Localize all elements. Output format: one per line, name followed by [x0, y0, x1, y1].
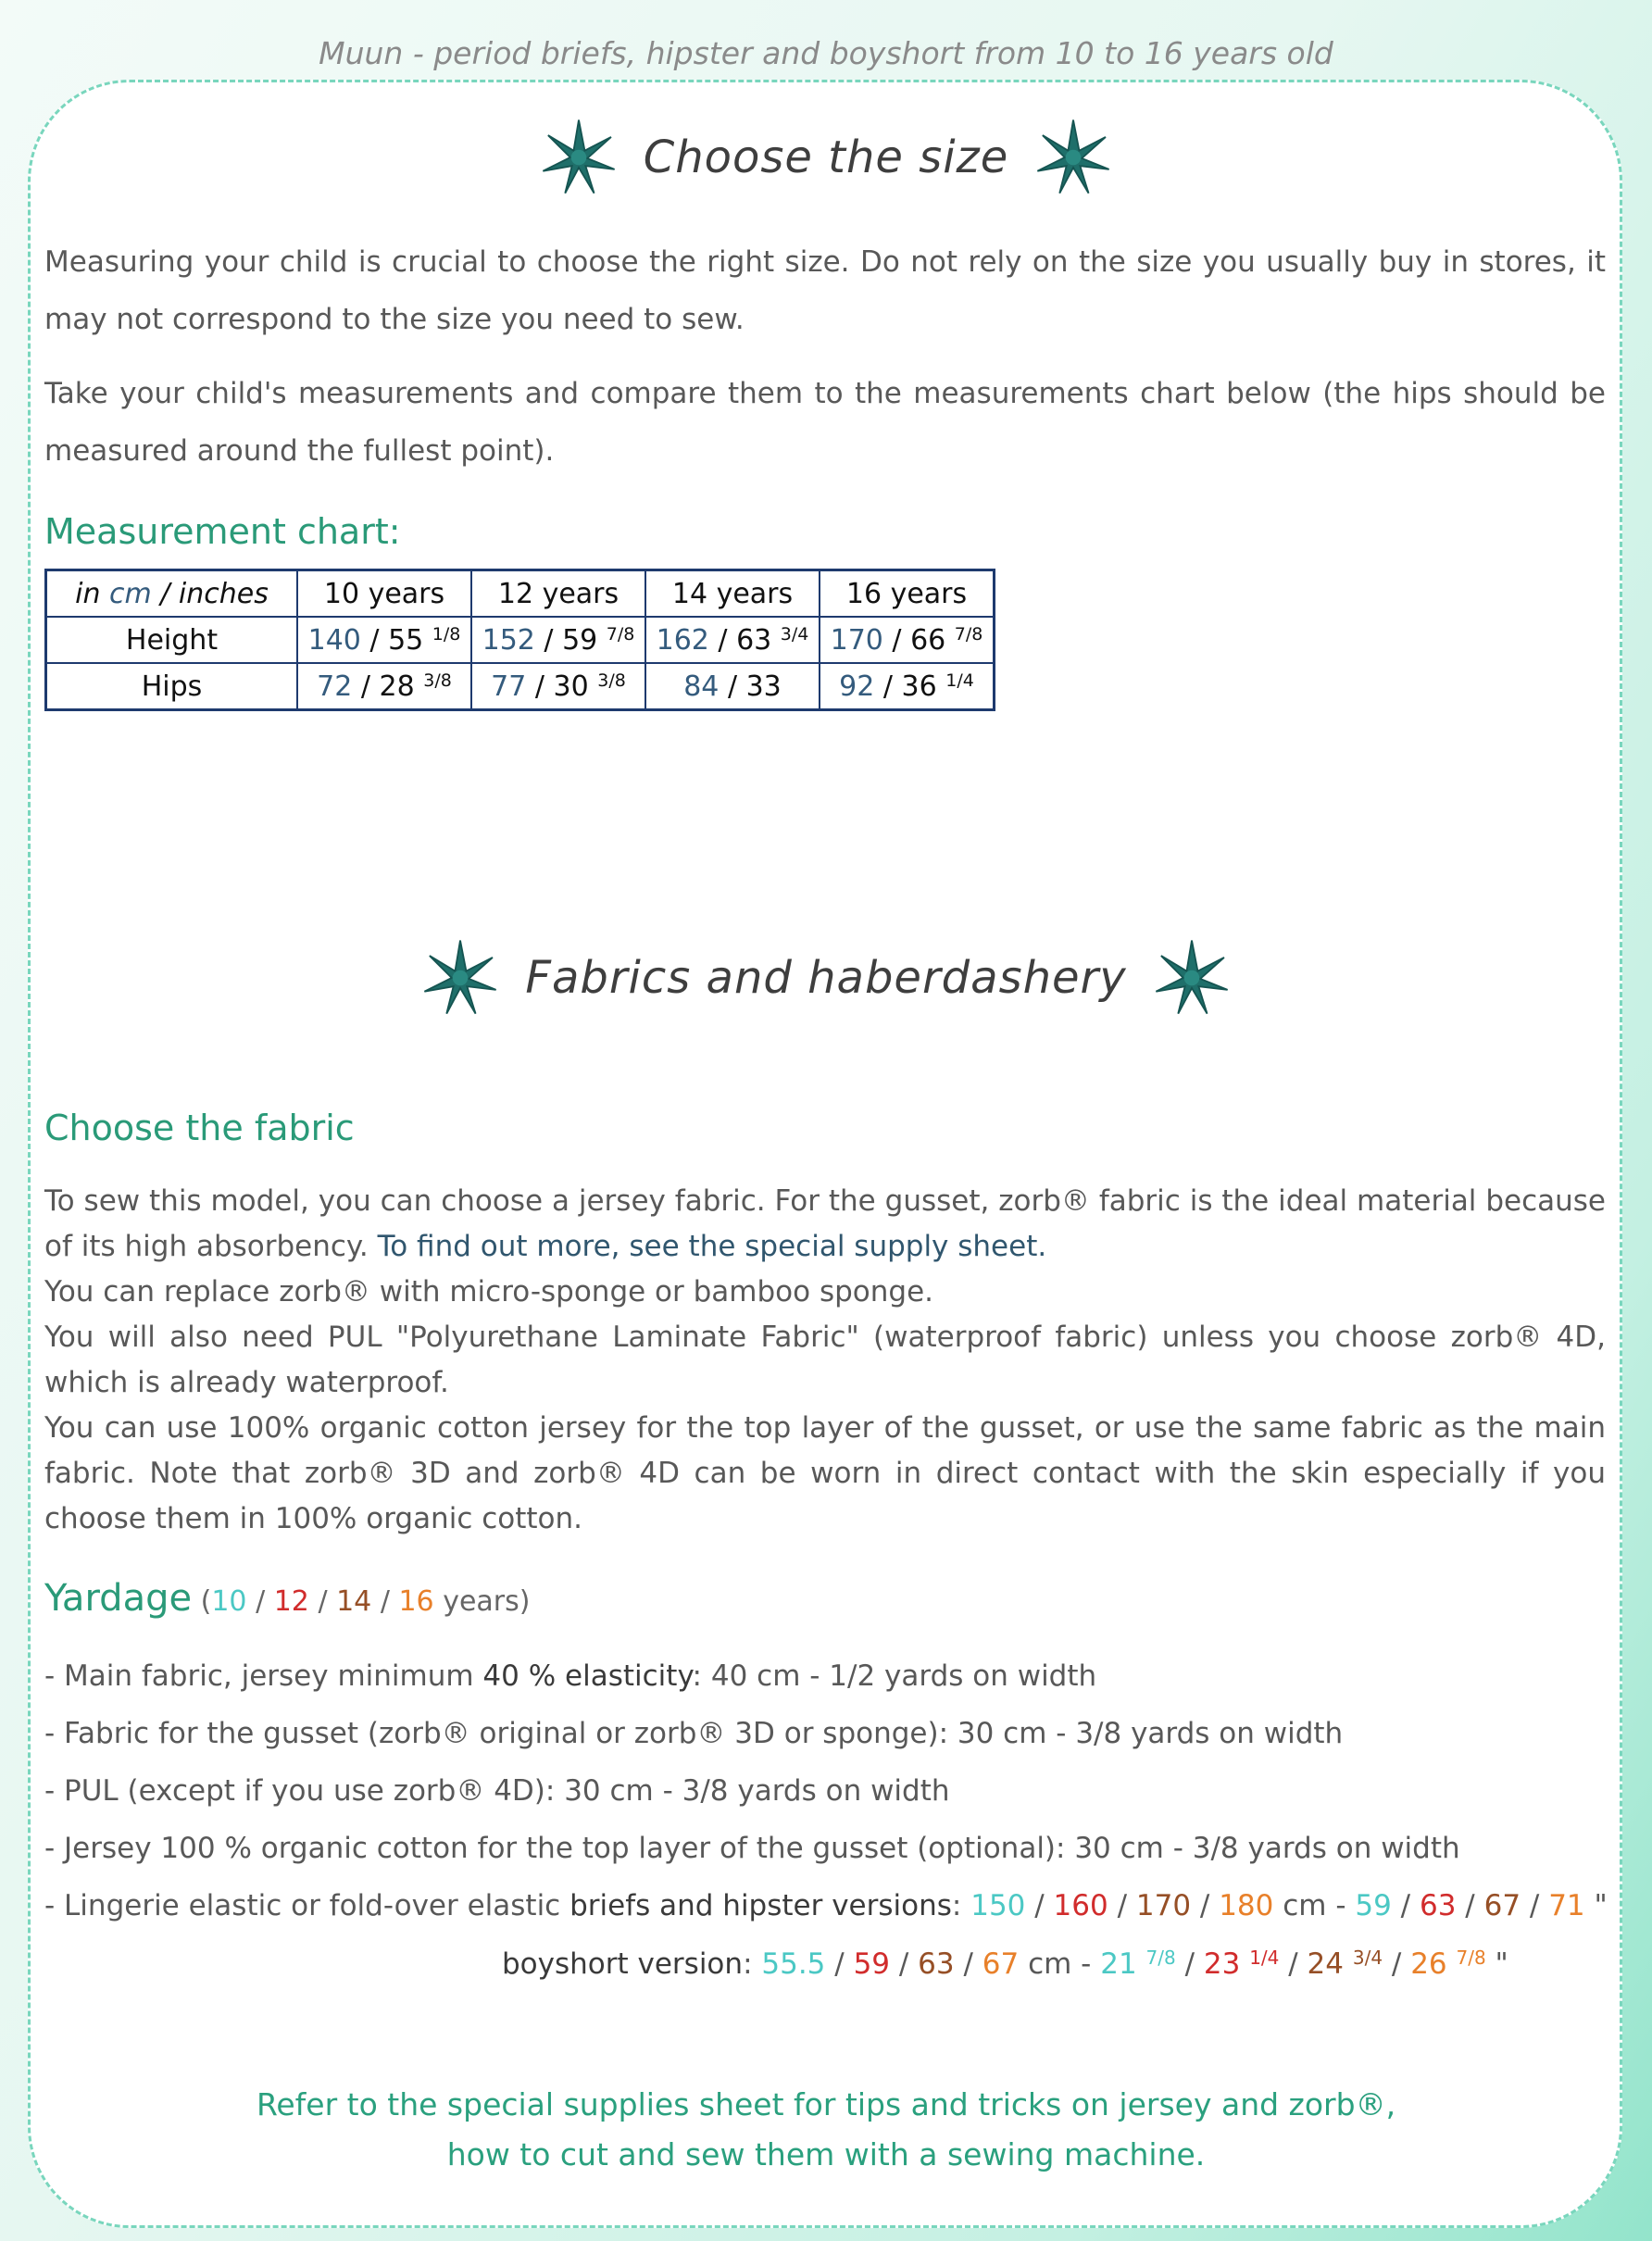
supply-sheet-link[interactable]: To find out more, see the special supply sheet.: [377, 1230, 1047, 1263]
fabric-paragraph-4: You can use 100% organic cotton jersey for the top layer of the gusset, or use the same fabric as the main fabric. Note that zorb® 3D and zorb® 4D can be worn in direct contact with the skin especially if you choose them in 100% organic cotton.: [44, 1411, 1606, 1535]
yardage-line-main: - Main fabric, jersey minimum 40 % elasticity: 40 cm - 1/2 yards on width: [44, 1659, 1097, 1693]
star-burst-icon: [536, 115, 621, 200]
yardage-line-jersey: - Jersey 100 % organic cotton for the top layer of the gusset (optional): 30 cm - 3/8 yards on width: [44, 1832, 1460, 1865]
yardage-line-pul: - PUL (except if you use zorb® 4D): 30 cm - 3/8 yards on width: [44, 1774, 950, 1808]
row-label: Height: [46, 617, 298, 663]
size-paragraph-2: Take your child's measurements and compare them to the measurements chart below (the hips should be measured around the fullest point).: [44, 377, 1606, 468]
footer-note: [0, 2080, 1652, 2180]
table-cell: 72 / 28 $^{3/8}$: [297, 663, 471, 710]
measurement-table: [44, 569, 995, 711]
table-cell: 140 / 55 $^{1/8}$: [297, 617, 471, 663]
page-header-title: Muun - period briefs, hipster and boyshort from 10 to 16 years old: [319, 35, 1333, 71]
table-corner-cell: in cm / inches: [46, 570, 298, 618]
row-label: Hips: [46, 663, 298, 710]
fabric-paragraph-3: You will also need PUL "Polyurethane Laminate Fabric" (waterproof fabric) unless you choose zorb® 4D, which is already waterproof.: [44, 1321, 1606, 1399]
table-header-row: [46, 570, 995, 618]
table-cell: 77 / 30 $^{3/8}$: [471, 663, 645, 710]
footer-line-1: Refer to the special supplies sheet for tips and tricks on jersey and zorb®,: [256, 2086, 1396, 2122]
choose-size-heading: Choose the size: [643, 131, 1009, 183]
fabric-description: [44, 1179, 1606, 1542]
column-header: 12 years: [471, 570, 645, 618]
fabric-paragraph-1: To sew this model, you can choose a jersey fabric. For the gusset, zorb® fabric is the ideal material because of its high absorbency. To find out more, see the special supply sheet.: [44, 1184, 1606, 1263]
choose-size-title: [0, 115, 1652, 200]
yardage-heading: Yardage (10 / 12 / 14 / 16 years): [44, 1577, 531, 1620]
table-row: [46, 663, 995, 710]
star-burst-icon: [1149, 935, 1234, 1020]
column-header: 10 years: [297, 570, 471, 618]
table-cell: 162 / 63 $^{3/4}$: [645, 617, 820, 663]
fabric-paragraph-2: You can replace zorb® with micro-sponge or bamboo sponge.: [44, 1275, 934, 1308]
yardage-line-boyshort: boyshort version: 55.5 / 59 / 63 / 67 cm - 21 $^{7/8}$ / 23 $^{1/4}$ / 24 $^{3/4}$ / 26 $^{7/8}$ ": [502, 1947, 1508, 1981]
choose-fabric-heading: Choose the fabric: [44, 1108, 355, 1148]
star-burst-icon: [1031, 115, 1116, 200]
table-cell: 170 / 66 $^{7/8}$: [820, 617, 995, 663]
measurement-chart-heading: Measurement chart:: [44, 511, 401, 552]
fabrics-heading: Fabrics and haberdashery: [525, 952, 1127, 1004]
footer-line-2: how to cut and sew them with a sewing machine.: [446, 2136, 1206, 2172]
yardage-line-gusset: - Fabric for the gusset (zorb® original or zorb® 3D or sponge): 30 cm - 3/8 yards on width: [44, 1717, 1344, 1750]
size-paragraph-1: Measuring your child is crucial to choose the right size. Do not rely on the size you usually buy in stores, it may not correspond to the size you need to sew.: [44, 245, 1606, 336]
yardage-line-elastic: - Lingerie elastic or fold-over elastic briefs and hipster versions: 150 / 160 / 170 / 180 cm - 59 / 63 / 67 / 71 ": [44, 1889, 1608, 1922]
fabrics-title: [0, 935, 1652, 1020]
table-cell: 92 / 36 $^{1/4}$: [820, 663, 995, 710]
table-cell: 152 / 59 $^{7/8}$: [471, 617, 645, 663]
star-burst-icon: [418, 935, 503, 1020]
table-cell: 84 / 33: [645, 663, 820, 710]
table-row: [46, 617, 995, 663]
column-header: 16 years: [820, 570, 995, 618]
column-header: 14 years: [645, 570, 820, 618]
